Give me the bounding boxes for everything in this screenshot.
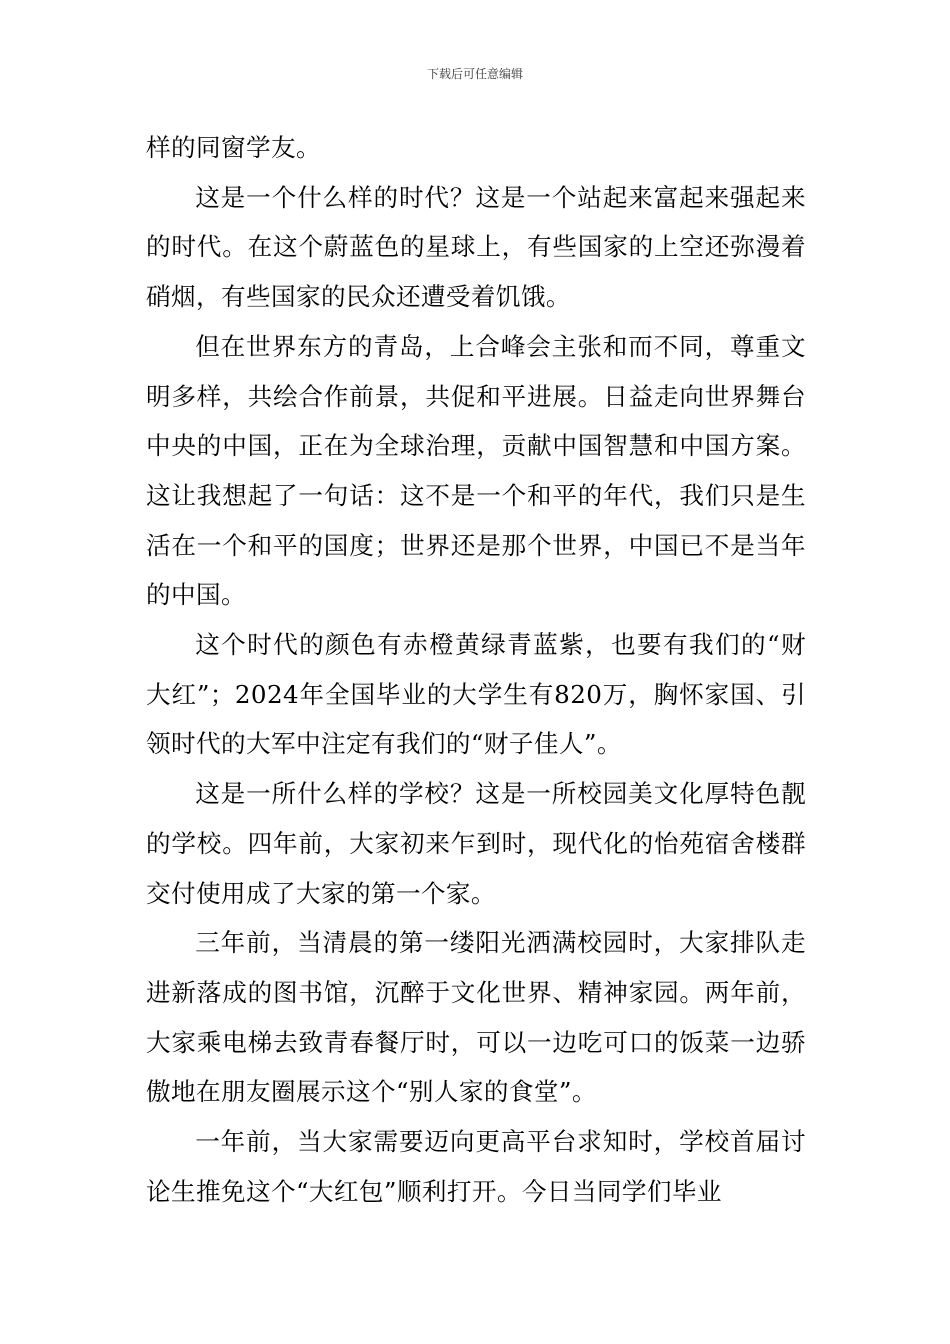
paragraph: 这个时代的颜色有赤橙黄绿青蓝紫，也要有我们的“财大红”；2024年全国毕业的大学生有820万，胸怀家国、引领时代的大军中注定有我们的“财子佳人”。	[146, 630, 806, 759]
paragraph: 这是一个什么样的时代？这是一个站起来富起来强起来的时代。在这个蔚蓝色的星球上，有些国家的上空还弥漫着硝烟，有些国家的民众还遭受着饥饿。	[146, 182, 806, 312]
body-text	[146, 123, 806, 1216]
paragraph: 一年前，当大家需要迈向更高平台求知时，学校首届讨论生推免这个“大红包”顺利打开。今日当同学们毕业	[146, 1127, 806, 1206]
paragraph: 但在世界东方的青岛，上合峰会主张和而不同，尊重文明多样，共绘合作前景，共促和平进展。日益走向世界舞台中央的中国，正在为全球治理，贡献中国智慧和中国方案。这让我想起了一句话：这不是一个和平的年代，我们只是生活在一个和平的国度；世界还是那个世界，中国已不是当年的中国。	[146, 331, 806, 610]
paragraph: 三年前，当清晨的第一缕阳光洒满校园时，大家排队走进新落成的图书馆，沉醉于文化世界、精神家园。两年前，大家乘电梯去致青春餐厅时，可以一边吃可口的饭菜一边骄傲地在朋友圈展示这个“别人家的食堂”。	[146, 928, 806, 1107]
paragraph: 这是一所什么样的学校？这是一所校园美文化厚特色靓的学校。四年前，大家初来乍到时，现代化的怡苑宿舍楼群交付使用成了大家的第一个家。	[146, 779, 806, 908]
paragraph: 样的同窗学友。	[146, 133, 321, 162]
page-header: 下载后可任意编辑	[426, 67, 523, 81]
